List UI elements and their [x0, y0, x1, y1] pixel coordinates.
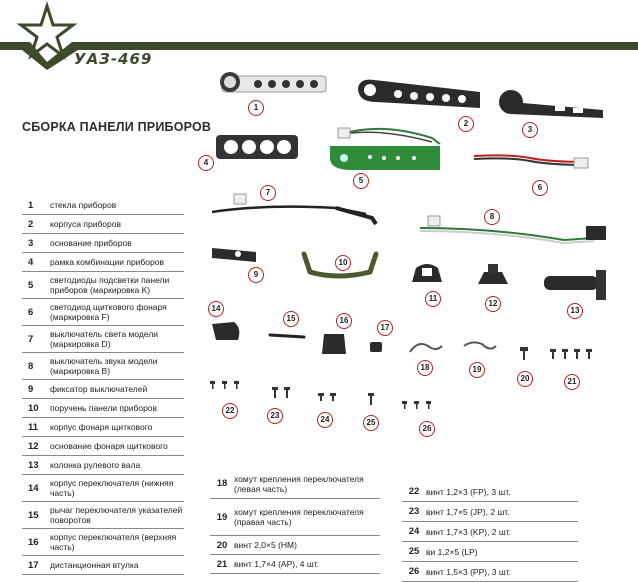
legend-row	[22, 456, 184, 475]
legend-num: 9	[28, 383, 34, 395]
brand-title: УАЗ-469	[74, 50, 153, 68]
part-instrument-glass	[210, 68, 330, 98]
part-screws-24	[316, 392, 340, 404]
part-sound-switch	[414, 214, 614, 250]
table-row	[210, 499, 380, 536]
table-text: винт 1,7×4 (АР), 4 шт.	[234, 559, 320, 569]
legend-row	[22, 502, 184, 529]
callout-4: 4	[198, 155, 214, 171]
table-row	[402, 502, 578, 522]
legend-row	[22, 475, 184, 502]
callout-23: 23	[267, 408, 283, 424]
table-text: винт 1,7×5 (JP), 2 шт.	[426, 506, 510, 517]
legend-text: поручень панели приборов	[50, 403, 158, 413]
callout-8: 8	[484, 209, 500, 225]
legend-row	[22, 253, 184, 272]
callout-5: 5	[353, 173, 369, 189]
part-instrument-case	[356, 78, 484, 112]
table-row	[402, 562, 578, 582]
table-num: 26	[408, 566, 420, 577]
part-screws-23	[270, 386, 294, 400]
callout-18: 18	[417, 360, 433, 376]
legend-text: дистанционная втулка	[50, 560, 139, 570]
part-steering-column	[540, 270, 610, 302]
section-title: СБОРКА ПАНЕЛИ ПРИБОРОВ	[22, 120, 212, 134]
callout-11: 11	[425, 291, 441, 307]
callout-9: 9	[248, 267, 264, 283]
part-clamp-right	[462, 338, 498, 356]
legend-text: корпуса приборов	[50, 219, 122, 229]
part-switch-upper	[318, 330, 350, 358]
legend-num: 6	[28, 306, 34, 318]
table-row	[402, 542, 578, 562]
callout-25: 25	[363, 415, 379, 431]
legend-row	[22, 353, 184, 380]
legend-num: 3	[28, 237, 34, 249]
table-num: 19	[216, 511, 228, 523]
legend-num: 2	[28, 218, 34, 230]
callout-21: 21	[564, 374, 580, 390]
legend-num: 7	[28, 333, 34, 345]
parts-table-middle	[210, 469, 380, 574]
legend-row	[22, 556, 184, 575]
legend-row	[22, 215, 184, 234]
legend-text: рычаг переключателя указателей поворотов	[50, 505, 183, 525]
part-screw-25	[366, 392, 378, 406]
table-row	[210, 469, 380, 499]
table-row	[402, 522, 578, 542]
table-text: винт 1,5×3 (PP), 3 шт.	[426, 566, 512, 577]
table-row	[210, 555, 380, 574]
legend-row	[22, 437, 184, 456]
legend-text: колонка рулевого вала	[50, 460, 141, 470]
callout-20: 20	[517, 371, 533, 387]
callout-14: 14	[208, 301, 224, 317]
legend-text: основание приборов	[50, 238, 132, 248]
callout-13: 13	[567, 303, 583, 319]
table-text: винт 1,7×3 (KP), 2 шт.	[426, 526, 512, 537]
legend-num: 12	[28, 440, 39, 452]
legend-text: выключатель звука модели (маркировка B)	[50, 356, 158, 376]
legend-num: 4	[28, 256, 34, 268]
part-led-wire	[470, 148, 600, 174]
callout-26: 26	[419, 421, 435, 437]
legend-text: рамка комбинации приборов	[50, 257, 164, 267]
legend-num: 11	[28, 421, 39, 433]
legend-text: фиксатор выключателей	[50, 384, 148, 394]
legend-row	[22, 529, 184, 556]
table-text: хомут крепления переключателя (правая часть)	[234, 507, 364, 527]
legend-row	[22, 380, 184, 399]
table-text: ви 1,2×5 (LP)	[426, 546, 478, 557]
table-num: 22	[408, 486, 420, 497]
legend-num: 5	[28, 279, 34, 291]
part-frame	[214, 132, 300, 162]
legend-text: корпус переключателя (нижняя часть)	[50, 478, 174, 498]
callout-16: 16	[336, 313, 352, 329]
table-text: хомут крепления переключателя (левая часть)	[234, 473, 364, 494]
callout-1: 1	[248, 100, 264, 116]
callout-12: 12	[485, 296, 501, 312]
callout-15: 15	[283, 311, 299, 327]
table-num: 20	[216, 539, 228, 551]
legend-num: 16	[28, 536, 39, 548]
legend-row	[22, 299, 184, 326]
part-screws-22	[208, 380, 244, 392]
part-lever	[268, 330, 308, 342]
part-led-board	[322, 124, 450, 176]
callout-19: 19	[469, 362, 485, 378]
legend-num: 1	[28, 199, 34, 211]
legend-text: выключатель света модели (маркировка D)	[50, 329, 159, 349]
table-text: винт 1,2×3 (FP), 3 шт.	[426, 486, 511, 497]
table-num: 18	[216, 478, 228, 489]
parts-table-right	[402, 482, 578, 582]
legend-num: 8	[28, 360, 34, 372]
legend-row	[22, 272, 184, 299]
part-screws-26	[400, 400, 436, 412]
legend-text: светодиоды подсветки панели приборов (маркировка K)	[50, 275, 170, 295]
callout-2: 2	[458, 116, 474, 132]
table-num: 25	[408, 546, 420, 557]
part-light-switch	[206, 190, 382, 234]
part-spacer	[368, 340, 384, 354]
callout-24: 24	[317, 412, 333, 428]
table-row	[402, 482, 578, 502]
legend-text: корпус переключателя (верхняя часть)	[50, 532, 177, 552]
callout-6: 6	[532, 180, 548, 196]
callout-17: 17	[377, 320, 393, 336]
legend-num: 15	[28, 509, 39, 521]
table-num: 23	[408, 506, 420, 517]
legend-num: 17	[28, 559, 39, 571]
part-switch-holder	[210, 244, 260, 264]
part-instrument-base	[495, 88, 605, 120]
callout-22: 22	[222, 403, 238, 419]
legend-row	[22, 234, 184, 253]
part-screw-20	[518, 346, 530, 362]
part-clamp-left	[408, 338, 444, 356]
legend-text: светодиод щиткового фонаря (маркировка F)	[50, 302, 167, 322]
part-lamp-case	[410, 260, 444, 286]
legend-num: 13	[28, 459, 39, 471]
table-num: 24	[408, 526, 420, 537]
legend-text: основание фонаря щиткового	[50, 441, 168, 451]
part-switch-lower	[208, 318, 248, 344]
parts-legend	[22, 196, 184, 575]
legend-num: 10	[28, 402, 39, 414]
legend-row	[22, 196, 184, 215]
part-lamp-base	[476, 262, 510, 288]
table-row	[210, 536, 380, 555]
table-num: 21	[216, 558, 228, 570]
part-screws-21	[548, 348, 598, 362]
callout-7: 7	[260, 185, 276, 201]
legend-row	[22, 326, 184, 353]
callout-10: 10	[335, 255, 351, 271]
legend-num: 14	[28, 482, 39, 494]
legend-row	[22, 418, 184, 437]
callout-3: 3	[522, 122, 538, 138]
table-text: винт 2,0×5 (НМ)	[234, 540, 297, 550]
legend-text: стекла приборов	[50, 200, 117, 210]
legend-row	[22, 399, 184, 418]
legend-text: корпус фонаря щиткового	[50, 422, 153, 432]
